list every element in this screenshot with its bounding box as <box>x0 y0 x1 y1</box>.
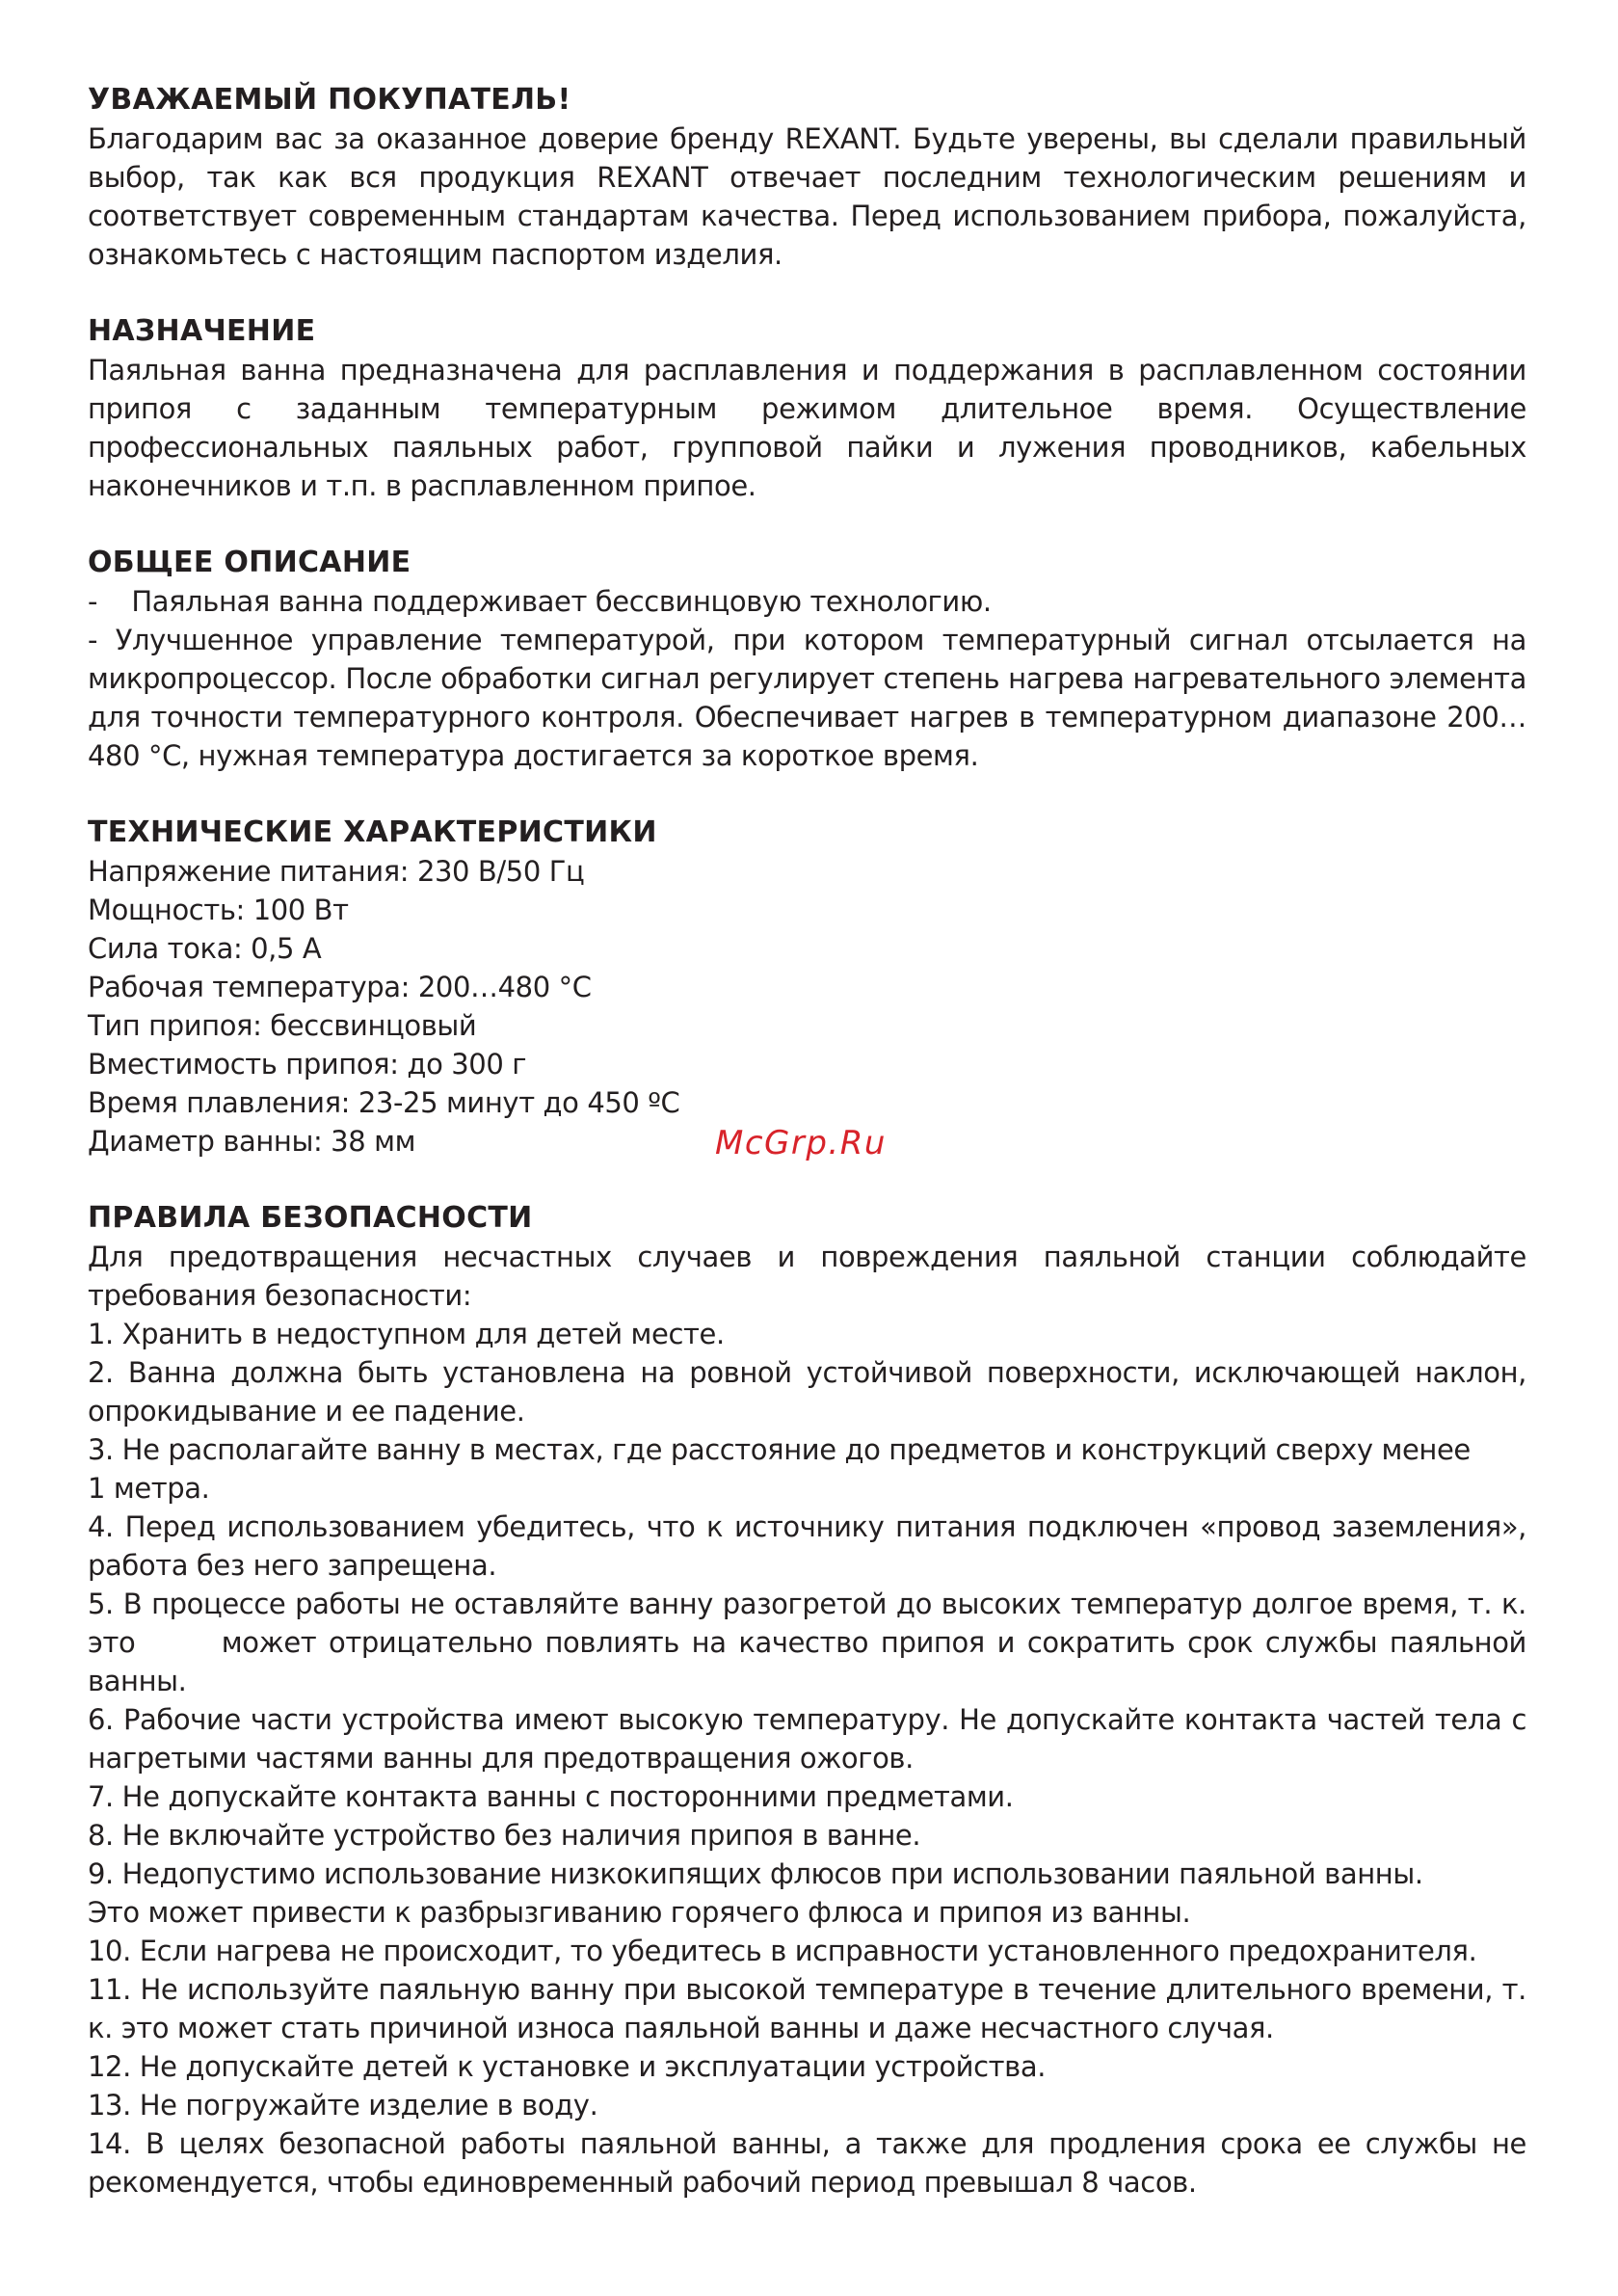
safety-title: ПРАВИЛА БЕЗОПАСНОСТИ <box>88 1201 533 1235</box>
description-section <box>88 544 1526 775</box>
watermark-text: McGrp.Ru <box>715 1124 887 1162</box>
spec-capacity: Вместимость припоя: до 300 г <box>88 1048 527 1081</box>
spec-temperature: Рабочая температура: 200…480 °С <box>88 971 592 1003</box>
greeting-text: Благодарим вас за оказанное доверие бренду REXANT. Будьте уверены, вы сделали правильный выбор, так как вся продукция REXANT отвечает последним технологическим решениям и соответствует современным стандартам качества. Перед использованием прибора, пожалуйста, ознакомьтесь с настоящим паспортом изделия. <box>88 122 1526 271</box>
greeting-title: УВАЖАЕМЫЙ ПОКУПАТЕЛЬ! <box>88 83 571 117</box>
spec-voltage: Напряжение питания: 230 В/50 Гц <box>88 855 585 888</box>
spec-current: Сила тока: 0,5 А <box>88 932 322 965</box>
specs-title: ТЕХНИЧЕСКИЕ ХАРАКТЕРИСТИКИ <box>88 815 657 849</box>
safety-rule-12: 12. Не допускайте детей к установке и эксплуатации устройства. <box>88 2050 1047 2083</box>
purpose-text: Паяльная ванна предназначена для расплавления и поддержания в расплавленном состоянии припоя с заданным температурным режимом длительное время. Осуществление профессиональных паяльных работ, групповой пайки и лужения проводников, кабельных наконечников и т.п. в расплавленном припое. <box>88 354 1526 502</box>
spec-power: Мощность: 100 Вт <box>88 894 349 926</box>
safety-section <box>88 1199 1535 2202</box>
safety-rule-4: 4. Перед использованием убедитесь, что к источнику питания подключен «провод заземления», работа без него запрещена. <box>88 1510 1526 1582</box>
safety-rule-5: 5. В процессе работы не оставляйте ванну разогретой до высоких температур долгое время, т. к. это может отрицательно повлиять на качество припоя и сократить срок службы паяльной ванны. <box>88 1588 1535 1697</box>
description-title: ОБЩЕЕ ОПИСАНИЕ <box>88 546 411 579</box>
description-item-1: - Паяльная ванна поддерживает бессвинцовую технологию. <box>88 585 992 618</box>
safety-rule-6: 6. Рабочие части устройства имеют высокую температуру. Не допускайте контакта частей тела с нагретыми частями ванны для предотвращения ожогов. <box>88 1703 1526 1775</box>
safety-rule-3-cont: 1 метра. <box>88 1472 210 1505</box>
safety-rule-8: 8. Не включайте устройство без наличия припоя в ванне. <box>88 1819 921 1852</box>
safety-rule-14: 14. В целях безопасной работы паяльной ванны, а также для продления срока ее службы не рекомендуется, чтобы единовременный рабочий период превышал 8 часов. <box>88 2127 1526 2199</box>
spec-diameter: Диаметр ванны: 38 мм <box>88 1125 416 1158</box>
purpose-title: НАЗНАЧЕНИЕ <box>88 314 316 348</box>
spec-solder-type: Тип припоя: бессвинцовый <box>88 1009 477 1042</box>
safety-rule-9-cont: Это может привести к разбрызгиванию горячего флюса и припоя из ванны. <box>88 1896 1191 1929</box>
safety-rule-13: 13. Не погружайте изделие в воду. <box>88 2089 598 2122</box>
safety-rule-3: 3. Не располагайте ванну в местах, где расстояние до предметов и конструкций сверху менее <box>88 1433 1471 1466</box>
description-item-2: - Улучшенное управление температурой, при котором температурный сигнал отсылается на микропроцессор. После обработки сигнал регулирует степень нагрева нагревательного элемента для точности температурного контроля. Обеспечивает нагрев в температурном диапазоне 200…480 °С, нужная температура достигается за короткое время. <box>88 624 1526 772</box>
safety-rule-10: 10. Если нагрева не происходит, то убедитесь в исправности установленного предохранителя. <box>88 1935 1477 1967</box>
safety-rule-11: 11. Не используйте паяльную ванну при высокой температуре в течение длительного времени, т. к. это может стать причиной износа паяльной ванны и даже несчастного случая. <box>88 1973 1526 2044</box>
greeting-section <box>88 81 1526 274</box>
spec-melt-time: Время плавления: 23-25 минут до 450 ºС <box>88 1086 680 1119</box>
specs-section <box>88 814 1526 1161</box>
purpose-section <box>88 312 1526 505</box>
safety-intro: Для предотвращения несчастных случаев и повреждения паяльной станции соблюдайте требования безопасности: <box>88 1241 1526 1312</box>
safety-rule-9: 9. Недопустимо использование низкокипящих флюсов при использовании паяльной ванны. <box>88 1857 1423 1890</box>
safety-rule-7: 7. Не допускайте контакта ванны с посторонними предметами. <box>88 1780 1014 1813</box>
page-bottom-edge <box>0 2275 1618 2296</box>
safety-rule-1: 1. Хранить в недоступном для детей месте. <box>88 1318 725 1350</box>
safety-rule-2: 2. Ванна должна быть установлена на ровной устойчивой поверхности, исключающей наклон, опрокидывание и ее падение. <box>88 1356 1526 1428</box>
